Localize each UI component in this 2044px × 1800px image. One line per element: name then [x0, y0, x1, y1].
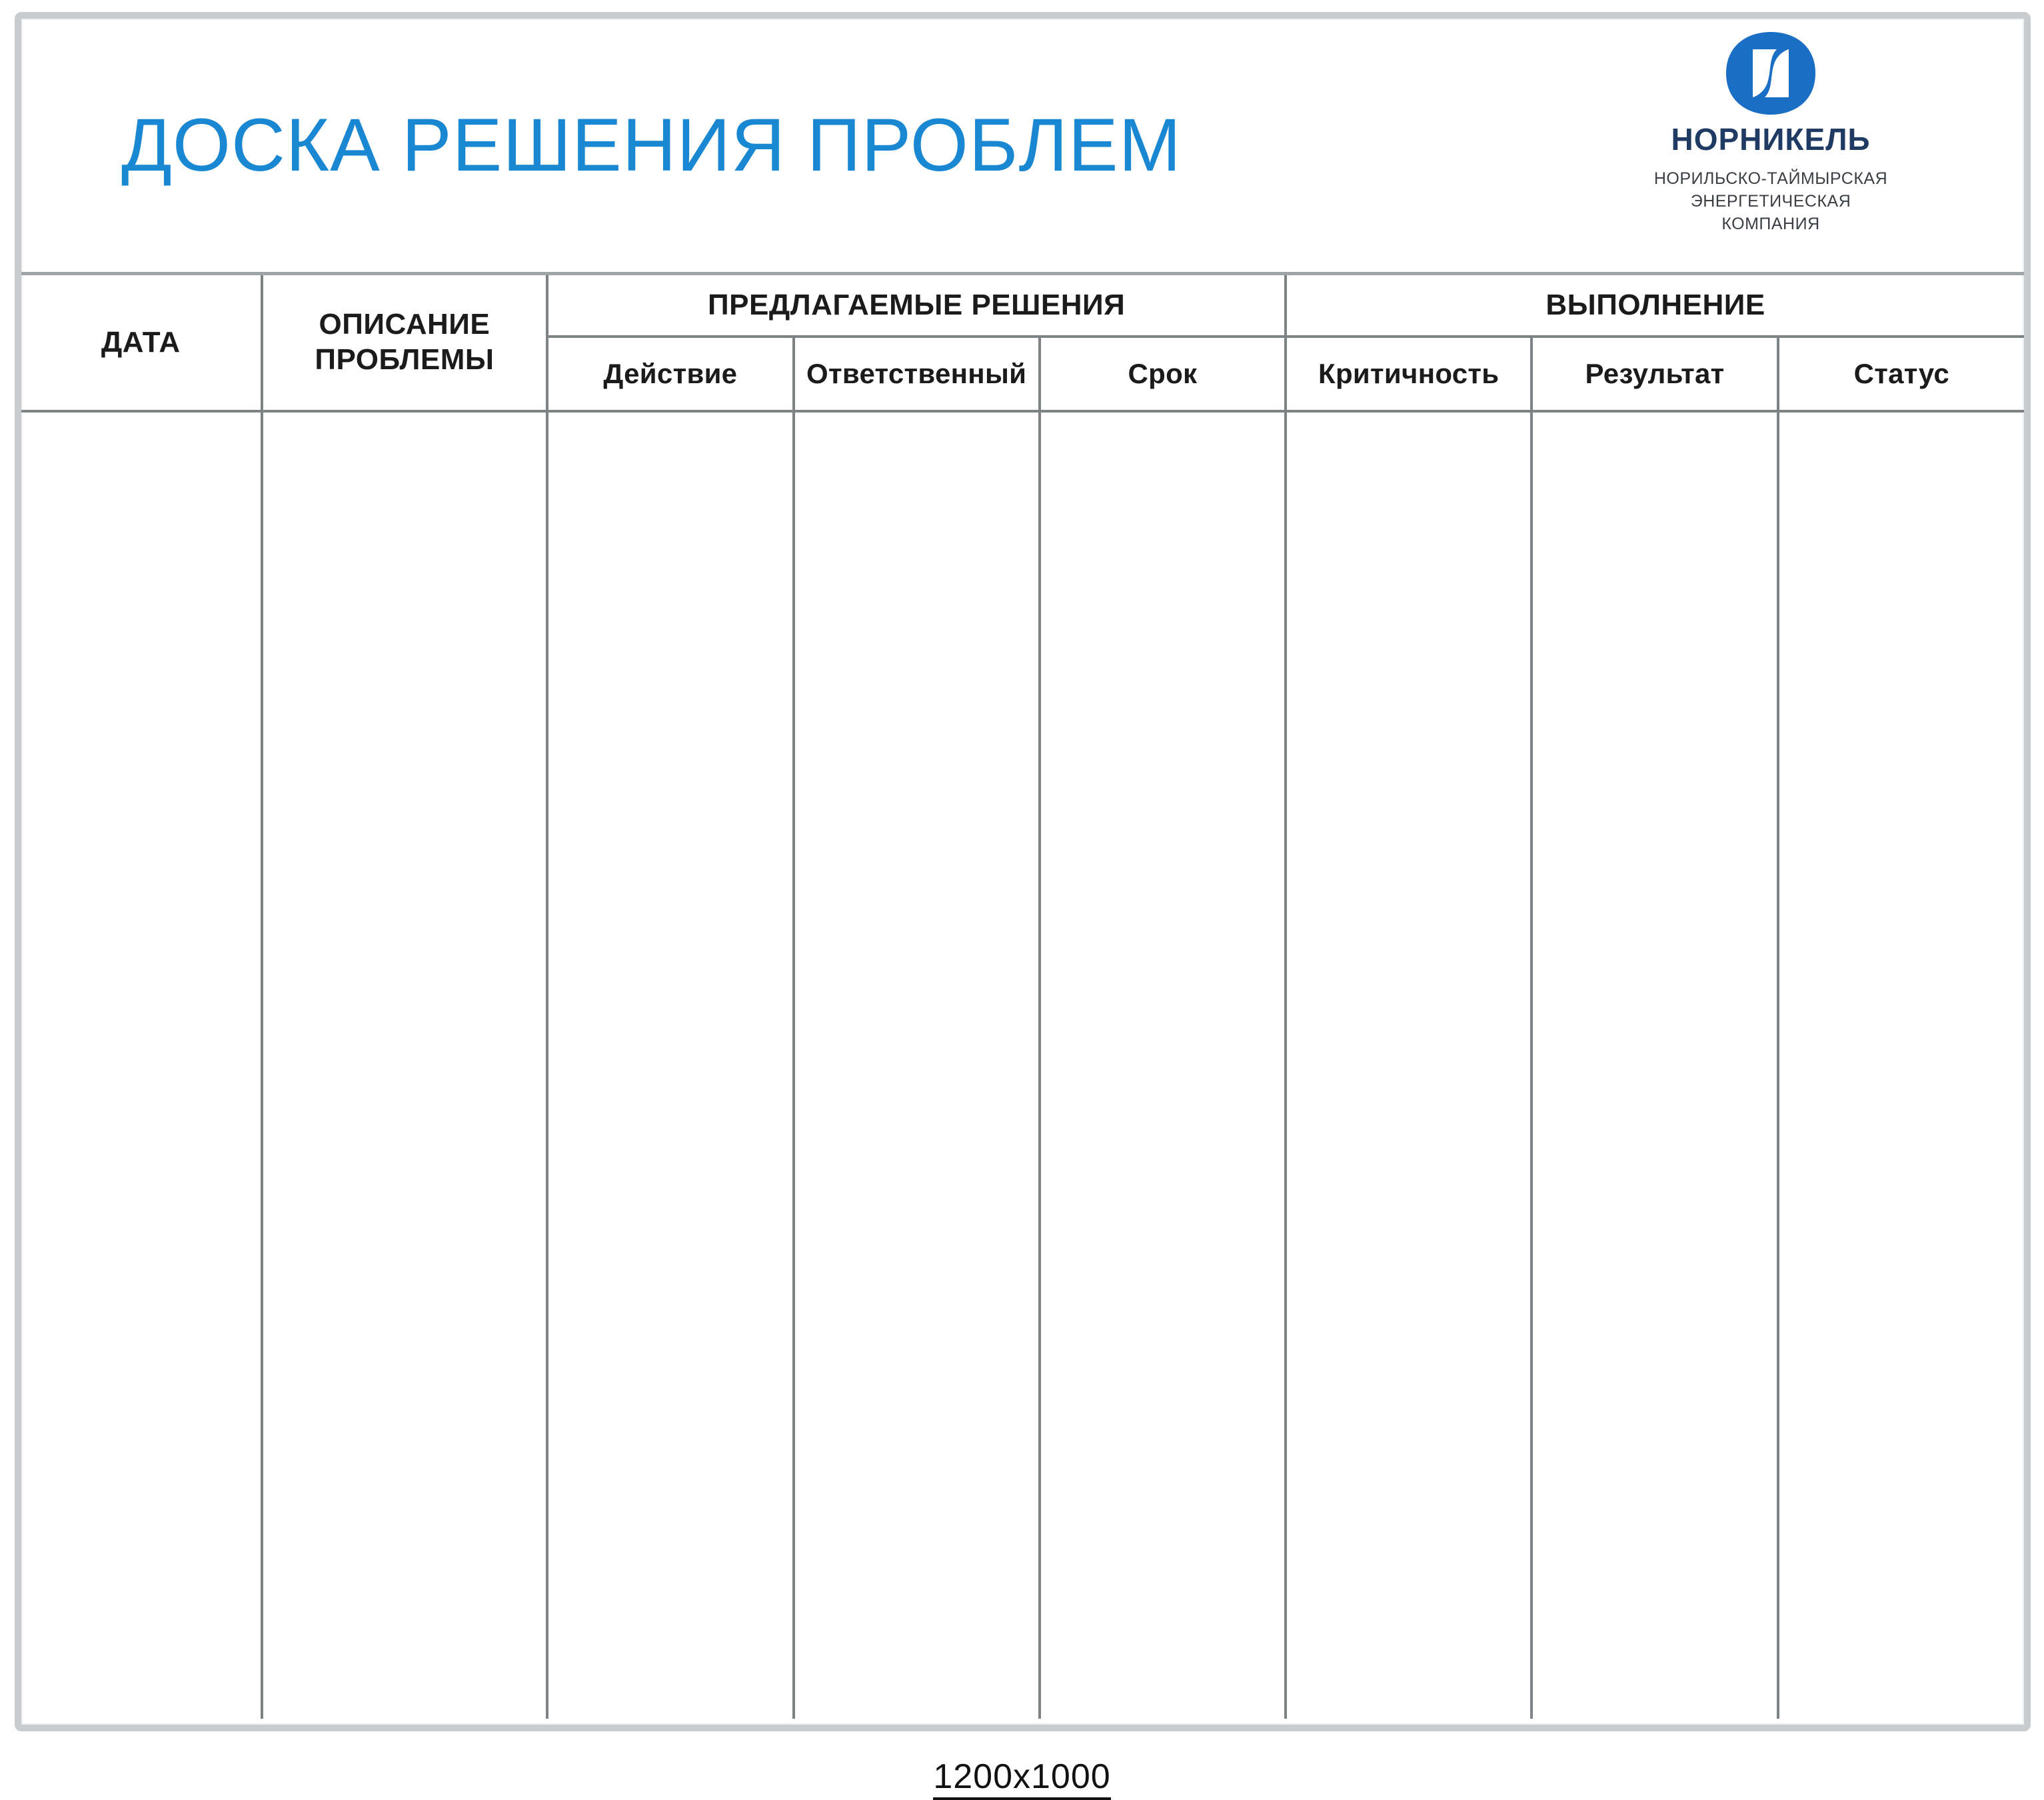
table-head: [21, 275, 2024, 411]
column-header-action: Действие: [547, 337, 793, 411]
logo-wordmark: НОРНИКЕЛЬ: [1671, 122, 1871, 157]
column-header-term: Срок: [1040, 337, 1286, 411]
cell-status[interactable]: [1778, 411, 2024, 1719]
whiteboard-panel: [15, 12, 2031, 1731]
company-logo: [1597, 31, 1944, 235]
column-header-result: Результат: [1532, 337, 1777, 411]
column-header-criticality: Критичность: [1286, 337, 1532, 411]
logo-subtitle: [1597, 168, 1944, 235]
cell-description[interactable]: [262, 411, 548, 1719]
page-title: ДОСКА РЕШЕНИЯ ПРОБЛЕМ: [121, 103, 1182, 187]
table-body: [21, 411, 2024, 1719]
problem-solving-table: [21, 275, 2024, 1719]
logo-subtitle-line-2: ЭНЕРГЕТИЧЕСКАЯ: [1690, 191, 1851, 211]
column-header-problem-description: ОПИСАНИЕ ПРОБЛЕМЫ: [262, 275, 548, 411]
nornickel-logo-icon: [1725, 31, 1817, 116]
cell-date[interactable]: [21, 411, 262, 1719]
board-header: [21, 19, 2024, 275]
table-row: [21, 411, 2024, 1719]
size-caption: [15, 1757, 2029, 1797]
cell-term[interactable]: [1040, 411, 1286, 1719]
logo-subtitle-line-3: КОМПАНИЯ: [1721, 214, 1820, 233]
size-caption-text: 1200x1000: [933, 1757, 1110, 1800]
cell-criticality[interactable]: [1286, 411, 1532, 1719]
cell-action[interactable]: [547, 411, 793, 1719]
column-group-header-execution: ВЫПОЛНЕНИЕ: [1286, 275, 2024, 337]
table-header-row-groups: [21, 275, 2024, 337]
column-header-responsible: Ответственный: [794, 337, 1040, 411]
logo-subtitle-line-1: НОРИЛЬСКО-ТАЙМЫРСКАЯ: [1653, 169, 1888, 188]
column-group-header-proposed-solutions: ПРЕДЛАГАЕМЫЕ РЕШЕНИЯ: [547, 275, 1286, 337]
cell-result[interactable]: [1532, 411, 1777, 1719]
cell-responsible[interactable]: [794, 411, 1040, 1719]
column-header-status: Статус: [1778, 337, 2024, 411]
column-header-date: ДАТА: [21, 275, 262, 411]
